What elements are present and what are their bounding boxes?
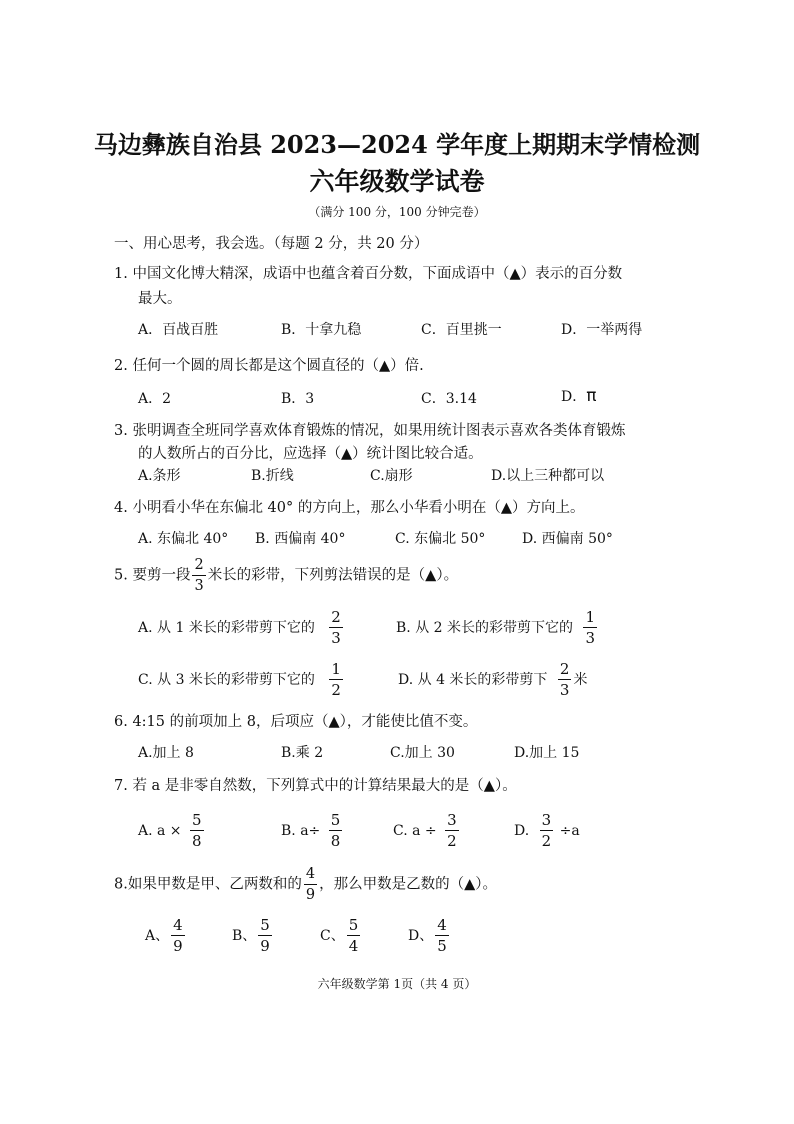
q5-option-c-text: C. 从 3 米长的彩带剪下它的 xyxy=(138,672,315,688)
q5-option-d xyxy=(398,662,587,698)
q7-option-d-suffix: ÷a xyxy=(559,823,580,839)
fraction-denominator: 2 xyxy=(541,832,552,850)
q8-option-b xyxy=(232,918,274,954)
q5-option-a xyxy=(138,610,345,646)
q3-option-c: C.扇形 xyxy=(370,468,413,484)
q5-option-c xyxy=(138,662,345,698)
q2-option-a: A．2 xyxy=(138,391,172,407)
q5-option-d-unit: 米 xyxy=(573,672,588,688)
q8-option-b-label: B、 xyxy=(232,928,257,944)
q5-option-d-text: D. 从 4 米长的彩带剪下 xyxy=(398,672,548,688)
q7-stem: 7. 若 a 是非零自然数，下列算式中的计算结果最大的是（▲）。 xyxy=(114,778,517,794)
q6-option-a: A.加上 8 xyxy=(138,745,194,761)
q7-option-b xyxy=(281,813,344,849)
section-heading: 一、用心思考，我会选。（每题 2 分，共 20 分） xyxy=(114,236,429,252)
q5-option-c-fraction xyxy=(329,662,343,698)
page-footer: 六年级数学第 1页（共 4 页） xyxy=(317,977,477,991)
pi-symbol: π xyxy=(586,386,597,406)
q4-option-d: D. 西偏南 50° xyxy=(522,531,613,547)
q8-option-d xyxy=(408,918,451,954)
q2-stem: 2. 任何一个圆的周长都是这个圆直径的（▲）倍. xyxy=(114,358,424,374)
fraction-denominator: 9 xyxy=(260,937,270,955)
fraction-numerator: 4 xyxy=(437,916,447,934)
fraction-denominator: 3 xyxy=(331,629,341,647)
q5-option-d-fraction xyxy=(558,662,572,698)
q1-stem-line2: 最大。 xyxy=(138,291,182,307)
fraction-numerator: 3 xyxy=(447,811,457,829)
fraction-denominator: 3 xyxy=(559,681,570,699)
q7-option-a-text: A. a × xyxy=(138,823,182,839)
q7-option-b-text: B. a÷ xyxy=(281,823,321,839)
q5-stem-suffix: 米长的彩带，下列剪法错误的是（▲）。 xyxy=(207,567,459,584)
fraction-denominator: 3 xyxy=(194,577,204,594)
fraction-denominator: 3 xyxy=(585,629,595,647)
q1-option-a: A．百战百胜 xyxy=(138,322,219,338)
q2-option-d-label: D． xyxy=(561,389,587,405)
q5-option-b-fraction xyxy=(583,610,597,646)
q8-option-b-fraction xyxy=(258,918,272,954)
fraction-numerator: 3 xyxy=(541,811,552,829)
q3-stem-line2: 的人数所占的百分比，应选择（▲）统计图比较合适。 xyxy=(138,446,483,462)
fraction-numerator: 5 xyxy=(348,916,359,934)
fraction-numerator: 4 xyxy=(173,916,183,934)
q8-option-a-fraction xyxy=(171,918,185,954)
q8-option-d-label: D、 xyxy=(408,928,434,944)
q5-stem-fraction xyxy=(192,558,205,593)
q3-option-d: D.以上三种都可以 xyxy=(491,468,605,484)
fraction-denominator: 9 xyxy=(173,937,183,955)
q8-option-a-label: A、 xyxy=(145,928,170,944)
q5-option-a-fraction xyxy=(329,610,343,646)
q3-option-a: A.条形 xyxy=(138,468,181,484)
fraction-numerator: 2 xyxy=(559,660,570,678)
q2-option-c: C．3.14 xyxy=(421,391,477,407)
q8-stem xyxy=(114,867,497,902)
fraction-denominator: 5 xyxy=(437,937,447,955)
fraction-numerator: 1 xyxy=(585,608,595,626)
q4-option-b: B. 西偏南 40° xyxy=(255,531,346,547)
q8-stem-suffix: ，那么甲数是乙数的（▲）。 xyxy=(319,876,497,893)
q7-option-a xyxy=(138,813,206,849)
fraction-numerator: 5 xyxy=(260,916,270,934)
exam-subject-title: 六年级数学试卷 xyxy=(309,167,485,196)
exam-subtitle: （满分 100 分，100 分钟完卷） xyxy=(308,205,486,219)
fraction-numerator: 2 xyxy=(194,557,204,573)
q1-option-d: D．一举两得 xyxy=(561,322,643,338)
q5-stem-prefix: 5. 要剪一段 xyxy=(114,567,191,584)
q1-stem-line1: 1. 中国文化博大精深，成语中也蕴含着百分数，下面成语中（▲）表示的百分数 xyxy=(114,266,623,282)
q6-option-c: C.加上 30 xyxy=(390,745,455,761)
q1-option-b: B．十拿九稳 xyxy=(281,322,362,338)
q7-option-c-fraction xyxy=(445,813,459,849)
q5-option-a-text: A. 从 1 米长的彩带剪下它的 xyxy=(138,620,315,636)
fraction-numerator: 2 xyxy=(331,608,341,626)
q2-option-b: B．3 xyxy=(281,391,315,407)
q4-stem: 4. 小明看小华在东偏北 40° 的方向上，那么小华看小明在（▲）方向上。 xyxy=(114,500,585,516)
q1-option-c: C．百里挑一 xyxy=(421,322,502,338)
exam-title: 马边彝族自治县 2023—2024 学年度上期期末学情检测 xyxy=(93,130,701,159)
q7-option-d xyxy=(514,813,580,849)
fraction-denominator: 2 xyxy=(447,832,457,850)
fraction-denominator: 8 xyxy=(192,832,202,850)
fraction-denominator: 4 xyxy=(348,937,359,955)
fraction-numerator: 5 xyxy=(192,811,202,829)
fraction-denominator: 8 xyxy=(330,832,341,850)
q7-option-d-text: D. xyxy=(514,823,530,839)
q7-option-d-fraction xyxy=(540,813,554,849)
q7-option-b-fraction xyxy=(329,813,343,849)
q8-option-a xyxy=(145,918,187,954)
q5-stem xyxy=(114,558,458,593)
fraction-numerator: 4 xyxy=(305,866,316,882)
q3-option-b: B.折线 xyxy=(251,468,294,484)
q5-option-b-text: B. 从 2 米长的彩带剪下它的 xyxy=(396,620,573,636)
q8-option-c-label: C、 xyxy=(320,928,345,944)
q6-stem: 6. 4:15 的前项加上 8，后项应（▲），才能使比值不变。 xyxy=(114,714,478,730)
q2-option-d xyxy=(561,386,596,406)
q7-option-c xyxy=(393,813,461,849)
q8-option-d-fraction xyxy=(435,918,449,954)
q6-option-b: B.乘 2 xyxy=(281,745,324,761)
q5-option-b xyxy=(396,610,599,646)
fraction-denominator: 9 xyxy=(305,886,316,903)
q8-stem-prefix: 8.如果甲数是甲、乙两数和的 xyxy=(114,876,302,893)
q4-option-a: A. 东偏北 40° xyxy=(138,531,229,547)
q6-option-d: D.加上 15 xyxy=(514,745,580,761)
q4-option-c: C. 东偏北 50° xyxy=(395,531,486,547)
fraction-denominator: 2 xyxy=(331,681,341,699)
q8-option-c xyxy=(320,918,362,954)
q8-stem-fraction xyxy=(304,867,317,902)
fraction-numerator: 5 xyxy=(330,811,341,829)
q7-option-c-text: C. a ÷ xyxy=(393,823,437,839)
fraction-numerator: 1 xyxy=(331,660,341,678)
q7-option-a-fraction xyxy=(190,813,204,849)
q8-option-c-fraction xyxy=(347,918,361,954)
q3-stem-line1: 3. 张明调查全班同学喜欢体育锻炼的情况，如果用统计图表示喜欢各类体育锻炼 xyxy=(114,423,626,439)
